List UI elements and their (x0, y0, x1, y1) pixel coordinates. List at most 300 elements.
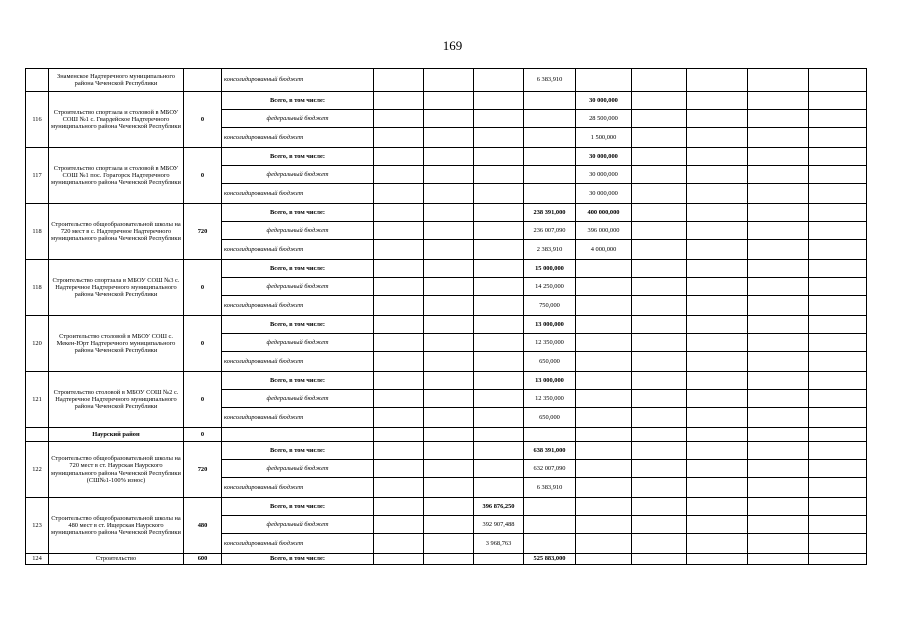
value-cell (809, 534, 867, 554)
value-cell (374, 498, 424, 516)
value-cell (474, 110, 524, 128)
value-cell (632, 110, 687, 128)
page-number: 169 (442, 38, 463, 53)
object-name: Наурский район (49, 428, 184, 442)
funding-source: федеральный бюджет (222, 222, 374, 240)
funding-source: консолидированный бюджет (222, 240, 374, 260)
row-number: 120 (26, 316, 49, 372)
value-cell: 15 000,000 (524, 260, 576, 278)
value-cell (474, 184, 524, 204)
value-cell: 14 250,000 (524, 278, 576, 296)
value-cell (809, 184, 867, 204)
value-cell (687, 352, 748, 372)
value-cell (374, 69, 424, 92)
value-cell (809, 316, 867, 334)
value-cell (809, 260, 867, 278)
value-cell (687, 408, 748, 428)
row-number: 118 (26, 260, 49, 316)
row-number (26, 69, 49, 92)
value-cell (809, 428, 867, 442)
value-cell (424, 110, 474, 128)
value-cell (809, 92, 867, 110)
value-cell: 3 968,763 (474, 534, 524, 554)
table-row (26, 148, 867, 166)
value-cell (576, 460, 632, 478)
value-cell (474, 278, 524, 296)
funding-source: Всего, в том числе: (222, 498, 374, 516)
value-cell (687, 534, 748, 554)
value-cell (374, 204, 424, 222)
value-cell (632, 296, 687, 316)
value-cell (809, 460, 867, 478)
value-cell (632, 516, 687, 534)
value-cell (809, 110, 867, 128)
value-cell (632, 372, 687, 390)
capacity: 720 (184, 204, 222, 260)
value-cell (576, 478, 632, 498)
object-name: Строительство общеобразовательной школы на 720 мест в с. Надтеречное Надтеречного муниципального района Чеченской Республики (49, 204, 184, 260)
value-cell (474, 428, 524, 442)
value-cell (524, 166, 576, 184)
value-cell (809, 554, 867, 565)
value-cell (576, 534, 632, 554)
value-cell (748, 408, 809, 428)
row-number: 116 (26, 92, 49, 148)
value-cell (748, 92, 809, 110)
value-cell: 30 000,000 (576, 166, 632, 184)
object-name: Строительство спортзала и столовой в МБОУ СОШ №1 пос. Горагорск Надтеречного муниципального района Чеченской Республики (49, 148, 184, 204)
value-cell (374, 390, 424, 408)
value-cell (687, 110, 748, 128)
value-cell (748, 442, 809, 460)
value-cell: 238 391,000 (524, 204, 576, 222)
value-cell (809, 240, 867, 260)
value-cell (687, 240, 748, 260)
funding-source: консолидированный бюджет (222, 408, 374, 428)
row-number: 117 (26, 148, 49, 204)
value-cell (424, 184, 474, 204)
funding-source: Всего, в том числе: (222, 260, 374, 278)
value-cell (748, 334, 809, 352)
object-name: Строительство столовой в МБОУ СОШ №2 с. Надтеречное Надтеречного муниципального района Чеченской Республики (49, 372, 184, 428)
value-cell (424, 372, 474, 390)
capacity: 0 (184, 372, 222, 428)
value-cell: 30 000,000 (576, 148, 632, 166)
value-cell (632, 408, 687, 428)
value-cell (809, 478, 867, 498)
value-cell (424, 260, 474, 278)
value-cell (374, 554, 424, 565)
value-cell (424, 352, 474, 372)
value-cell (687, 498, 748, 516)
value-cell (809, 334, 867, 352)
value-cell: 28 500,000 (576, 110, 632, 128)
value-cell (687, 222, 748, 240)
value-cell (424, 204, 474, 222)
value-cell (748, 316, 809, 334)
value-cell (809, 222, 867, 240)
object-name: Строительство спортзала в МБОУ СОШ №3 с. Надтеречное Надтеречного муниципального района Чеченской Республики (49, 260, 184, 316)
value-cell (748, 278, 809, 296)
value-cell (687, 390, 748, 408)
object-name: Строительство общеобразовательной школы на 480 мест в ст. Ищерская Наурского муниципального района Чеченской Республики (49, 498, 184, 554)
value-cell (632, 260, 687, 278)
value-cell (474, 92, 524, 110)
value-cell (632, 460, 687, 478)
table-row (26, 498, 867, 516)
value-cell (748, 69, 809, 92)
value-cell: 6 383,910 (524, 478, 576, 498)
value-cell (632, 534, 687, 554)
capacity: 0 (184, 148, 222, 204)
value-cell (374, 92, 424, 110)
value-cell (374, 334, 424, 352)
value-cell (809, 352, 867, 372)
table-row (26, 442, 867, 460)
value-cell (748, 184, 809, 204)
value-cell (524, 428, 576, 442)
value-cell (374, 534, 424, 554)
value-cell (687, 428, 748, 442)
value-cell: 13 000,000 (524, 372, 576, 390)
value-cell (374, 460, 424, 478)
table-row (26, 69, 867, 92)
row-number: 124 (26, 554, 49, 565)
value-cell (374, 372, 424, 390)
value-cell (576, 390, 632, 408)
value-cell (809, 204, 867, 222)
funding-source: Всего, в том числе: (222, 204, 374, 222)
table-row (26, 92, 867, 110)
value-cell (424, 128, 474, 148)
value-cell (632, 428, 687, 442)
value-cell (424, 460, 474, 478)
funding-source: Всего, в том числе: (222, 442, 374, 460)
value-cell (576, 278, 632, 296)
value-cell (474, 260, 524, 278)
value-cell (809, 408, 867, 428)
value-cell (748, 390, 809, 408)
value-cell (632, 69, 687, 92)
value-cell (687, 316, 748, 334)
capacity (184, 69, 222, 92)
value-cell (809, 278, 867, 296)
value-cell: 12 350,000 (524, 390, 576, 408)
capacity: 0 (184, 92, 222, 148)
value-cell (687, 460, 748, 478)
value-cell (474, 296, 524, 316)
value-cell (576, 428, 632, 442)
funding-source: Всего, в том числе: (222, 554, 374, 565)
funding-source: консолидированный бюджет (222, 478, 374, 498)
value-cell (809, 516, 867, 534)
value-cell (474, 408, 524, 428)
value-cell (748, 296, 809, 316)
value-cell (748, 110, 809, 128)
value-cell (809, 498, 867, 516)
value-cell (524, 184, 576, 204)
value-cell (748, 498, 809, 516)
value-cell: 1 500,000 (576, 128, 632, 148)
object-name: Знаменское Надтеречного муниципального района Чеченской Республики (49, 69, 184, 92)
value-cell (809, 296, 867, 316)
capacity: 0 (184, 428, 222, 442)
value-cell (524, 498, 576, 516)
funding-source: Всего, в том числе: (222, 372, 374, 390)
funding-source: федеральный бюджет (222, 278, 374, 296)
value-cell (474, 352, 524, 372)
table-row (26, 204, 867, 222)
value-cell (524, 110, 576, 128)
value-cell: 12 350,000 (524, 334, 576, 352)
value-cell (809, 128, 867, 148)
value-cell (687, 516, 748, 534)
value-cell (576, 334, 632, 352)
value-cell (474, 334, 524, 352)
value-cell (687, 372, 748, 390)
value-cell (424, 554, 474, 565)
funding-source: федеральный бюджет (222, 390, 374, 408)
funding-source: Всего, в том числе: (222, 92, 374, 110)
value-cell (424, 516, 474, 534)
funding-source: консолидированный бюджет (222, 128, 374, 148)
value-cell (474, 148, 524, 166)
value-cell (687, 296, 748, 316)
object-name: Строительство (49, 554, 184, 565)
value-cell (374, 428, 424, 442)
value-cell: 750,000 (524, 296, 576, 316)
value-cell (632, 240, 687, 260)
value-cell (374, 278, 424, 296)
value-cell (687, 148, 748, 166)
funding-source (222, 428, 374, 442)
value-cell: 632 007,090 (524, 460, 576, 478)
value-cell: 30 000,000 (576, 92, 632, 110)
value-cell (524, 148, 576, 166)
value-cell (748, 166, 809, 184)
value-cell (424, 534, 474, 554)
value-cell (632, 442, 687, 460)
value-cell (576, 408, 632, 428)
capacity: 480 (184, 498, 222, 554)
value-cell (374, 110, 424, 128)
value-cell (374, 260, 424, 278)
value-cell (424, 92, 474, 110)
value-cell (474, 390, 524, 408)
value-cell (687, 260, 748, 278)
funding-source: федеральный бюджет (222, 516, 374, 534)
value-cell (809, 372, 867, 390)
object-name: Строительство спортзала и столовой в МБОУ СОШ №1 с. Гвардейское Надтеречного муниципального района Чеченской Республики (49, 92, 184, 148)
value-cell (424, 478, 474, 498)
funding-source: Всего, в том числе: (222, 148, 374, 166)
funding-source: федеральный бюджет (222, 110, 374, 128)
value-cell (474, 316, 524, 334)
value-cell (687, 554, 748, 565)
value-cell (374, 408, 424, 428)
object-name: Строительство общеобразовательной школы на 720 мест в ст. Наурская Наурского муниципального района Чеченской Республики (СШ№1-100% износ) (49, 442, 184, 498)
value-cell (474, 204, 524, 222)
value-cell (524, 128, 576, 148)
value-cell (632, 204, 687, 222)
value-cell: 396 876,250 (474, 498, 524, 516)
value-cell (374, 352, 424, 372)
value-cell (424, 148, 474, 166)
funding-source: федеральный бюджет (222, 334, 374, 352)
value-cell (748, 534, 809, 554)
value-cell (474, 554, 524, 565)
funding-source: Всего, в том числе: (222, 316, 374, 334)
value-cell (474, 222, 524, 240)
value-cell (809, 442, 867, 460)
value-cell (687, 69, 748, 92)
value-cell (374, 296, 424, 316)
value-cell (576, 260, 632, 278)
row-number: 122 (26, 442, 49, 498)
value-cell (576, 69, 632, 92)
table-row (26, 428, 867, 442)
value-cell (374, 478, 424, 498)
row-number (26, 428, 49, 442)
value-cell: 236 007,090 (524, 222, 576, 240)
value-cell: 4 000,000 (576, 240, 632, 260)
value-cell (576, 516, 632, 534)
funding-source: консолидированный бюджет (222, 296, 374, 316)
value-cell: 650,000 (524, 408, 576, 428)
value-cell (576, 498, 632, 516)
value-cell (687, 278, 748, 296)
value-cell: 525 883,000 (524, 554, 576, 565)
value-cell: 30 000,000 (576, 184, 632, 204)
value-cell (687, 184, 748, 204)
value-cell (424, 316, 474, 334)
value-cell (374, 442, 424, 460)
value-cell (809, 148, 867, 166)
funding-source: консолидированный бюджет (222, 184, 374, 204)
value-cell (424, 166, 474, 184)
value-cell (576, 554, 632, 565)
value-cell: 650,000 (524, 352, 576, 372)
table-row (26, 372, 867, 390)
object-name: Строительство столовой в МБОУ СОШ с. Мекен-Юрт Надтеречного муниципального района Чеченской Республики (49, 316, 184, 372)
funding-source: консолидированный бюджет (222, 534, 374, 554)
value-cell (632, 184, 687, 204)
value-cell: 392 907,488 (474, 516, 524, 534)
value-cell (632, 390, 687, 408)
value-cell (474, 442, 524, 460)
value-cell (632, 478, 687, 498)
value-cell (632, 334, 687, 352)
value-cell (687, 166, 748, 184)
value-cell (632, 166, 687, 184)
budget-table (25, 68, 867, 565)
value-cell (374, 516, 424, 534)
funding-source: федеральный бюджет (222, 460, 374, 478)
value-cell (524, 534, 576, 554)
value-cell (374, 240, 424, 260)
value-cell (748, 554, 809, 565)
funding-source: консолидированный бюджет (222, 69, 374, 92)
value-cell (474, 240, 524, 260)
value-cell (374, 128, 424, 148)
value-cell (748, 478, 809, 498)
value-cell (748, 148, 809, 166)
capacity: 0 (184, 260, 222, 316)
value-cell (748, 240, 809, 260)
value-cell (687, 128, 748, 148)
value-cell (424, 240, 474, 260)
value-cell (632, 222, 687, 240)
value-cell (687, 478, 748, 498)
value-cell (632, 128, 687, 148)
value-cell (809, 166, 867, 184)
value-cell (424, 296, 474, 316)
value-cell (748, 460, 809, 478)
value-cell (374, 148, 424, 166)
capacity: 720 (184, 442, 222, 498)
value-cell (687, 92, 748, 110)
table-row (26, 316, 867, 334)
value-cell (424, 278, 474, 296)
value-cell (748, 516, 809, 534)
value-cell (424, 442, 474, 460)
value-cell (576, 372, 632, 390)
table-row (26, 260, 867, 278)
value-cell (474, 460, 524, 478)
value-cell (424, 390, 474, 408)
value-cell (632, 148, 687, 166)
value-cell (524, 516, 576, 534)
value-cell (809, 390, 867, 408)
value-cell (687, 204, 748, 222)
value-cell: 396 000,000 (576, 222, 632, 240)
funding-source: консолидированный бюджет (222, 352, 374, 372)
value-cell (632, 278, 687, 296)
value-cell (809, 69, 867, 92)
row-number: 123 (26, 498, 49, 554)
value-cell (374, 166, 424, 184)
table-row (26, 554, 867, 565)
value-cell (374, 184, 424, 204)
value-cell (424, 334, 474, 352)
value-cell (576, 316, 632, 334)
value-cell (576, 296, 632, 316)
value-cell (524, 92, 576, 110)
value-cell: 6 383,910 (524, 69, 576, 92)
capacity: 600 (184, 554, 222, 565)
value-cell (687, 442, 748, 460)
value-cell (748, 428, 809, 442)
value-cell (374, 316, 424, 334)
value-cell (632, 352, 687, 372)
value-cell (474, 69, 524, 92)
value-cell (687, 334, 748, 352)
value-cell (424, 408, 474, 428)
value-cell (576, 442, 632, 460)
value-cell (748, 260, 809, 278)
value-cell (632, 554, 687, 565)
value-cell (632, 498, 687, 516)
value-cell: 638 391,000 (524, 442, 576, 460)
value-cell (474, 478, 524, 498)
value-cell (748, 352, 809, 372)
value-cell (474, 372, 524, 390)
value-cell: 400 000,000 (576, 204, 632, 222)
value-cell (424, 498, 474, 516)
value-cell (374, 222, 424, 240)
value-cell (474, 166, 524, 184)
value-cell (748, 372, 809, 390)
